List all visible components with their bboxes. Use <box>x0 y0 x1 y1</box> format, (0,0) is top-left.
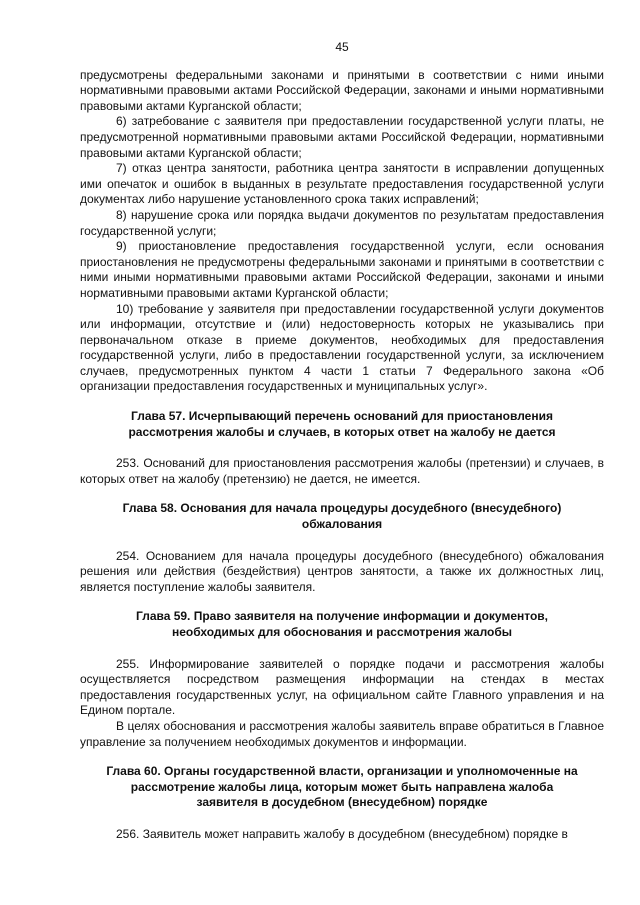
paragraph-255-continued: В целях обоснования и рассмотрения жалобы заявитель вправе обратиться в Главное управление за получением необходимых документов и информации. <box>80 718 604 749</box>
list-item: 6) затребование с заявителя при предоставлении государственной услуги платы, не предусмотренной нормативными правовыми актами Российской Федерации, нормативными правовыми актами Курганской области; <box>80 114 604 160</box>
chapter-58-title: Глава 58. Основания для начала процедуры досудебного (внесудебного) обжалования <box>122 501 562 532</box>
list-item: 9) приостановление предоставления государственной услуги, если основания приостановления не предусмотрены федеральными законами и принятыми в соответствии с ними иными нормативными правовыми актами Российской Федерации, законами и иными нормативными правовыми актами Курганской области; <box>80 239 604 300</box>
chapter-57-title: Глава 57. Исчерпывающий перечень оснований для приостановления рассмотрения жалобы и случаев, в которых ответ на жалобу не дается <box>128 409 556 439</box>
page-number: 45 <box>335 40 349 54</box>
document-page <box>80 40 604 843</box>
chapter-59-title: Глава 59. Право заявителя на получение информации и документов, необходимых для обоснования и рассмотрения жалобы <box>135 609 548 639</box>
list-item: 8) нарушение срока или порядка выдачи документов по результатам предоставления государственной услуги; <box>80 207 604 238</box>
list-item: 10) требование у заявителя при предоставлении государственной услуги документов или информации, отсутствие и (или) недостоверность которых не указывались при первоначальном отказе в приеме документов, необходимых для предоставления государственной услуги, либо в предоставлении государственной услуги, за исключением случаев, предусмотренных пунктом 4 части 1 статьи 7 Федерального закона «Об организации предоставления государственных и муниципальных услуг». <box>80 301 604 394</box>
paragraph-255: 255. Информирование заявителей о порядке подачи и рассмотрения жалобы осуществляется посредством размещения информации на стендах в местах предоставления государственных услуг, на официальном сайте Главного управления и на Едином портале. <box>80 656 604 718</box>
paragraph-253: 253. Оснований для приостановления рассмотрения жалобы (претензии) и случаев, в которых ответ на жалобу (претензию) не дается, не имеется. <box>80 456 604 486</box>
list-item: 7) отказ центра занятости, работника центра занятости в исправлении допущенных ими опечаток и ошибок в выданных в результате предоставления государственной услуги документах либо нарушение установленного срока таких исправлений; <box>80 161 604 207</box>
paragraph-254: 254. Основанием для начала процедуры досудебного (внесудебного) обжалования решения или действия (бездействия) центров занятости, а также их должностных лиц, является поступление жалобы заявителя. <box>80 548 604 594</box>
continuation-paragraph: предусмотрены федеральными законами и принятыми в соответствии с ними иными нормативными правовыми актами Российской Федерации, законами и иными нормативными правовыми актами Курганской области; <box>80 67 604 113</box>
paragraph-256: 256. Заявитель может направить жалобу в досудебном (внесудебном) порядке в <box>116 826 568 841</box>
chapter-60-title: Глава 60. Органы государственной власти, организации и уполномоченные на рассмотрение жалобы лица, которым может быть направлена жалоба заявителя в досудебном (внесудебном) порядке <box>106 764 578 810</box>
